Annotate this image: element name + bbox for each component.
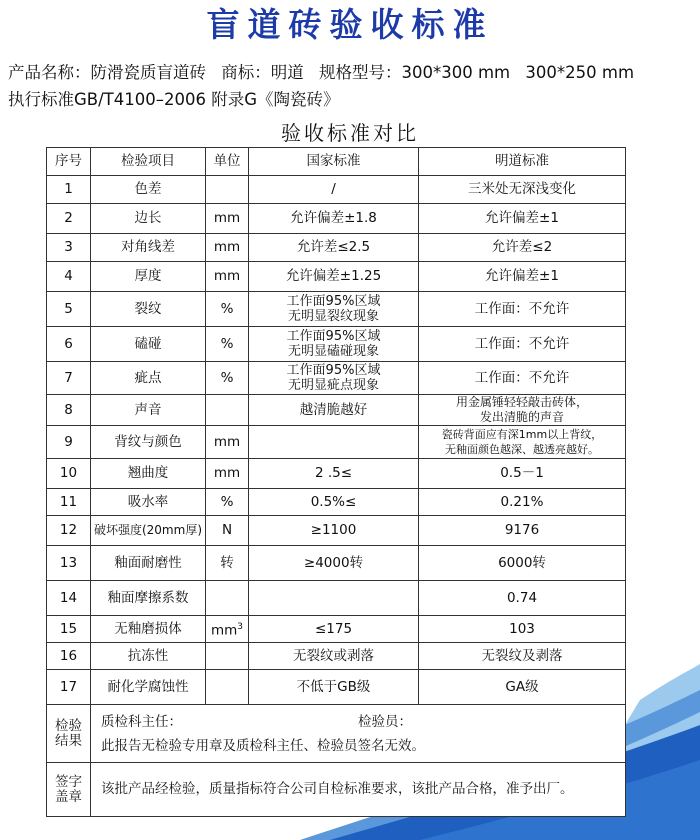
seal-label-line-2: 盖章	[55, 788, 82, 805]
row-mingdao: 无裂纹及剥落	[419, 643, 626, 670]
row-national	[249, 426, 419, 459]
row-national: 允许偏差±1.25	[249, 262, 419, 292]
row-national: ≥1100	[249, 516, 419, 546]
row-national: 2 .5≤	[249, 459, 419, 489]
row-no: 8	[47, 395, 91, 426]
result-content	[91, 705, 626, 763]
row-national	[249, 327, 419, 362]
row-unit: mm	[206, 204, 249, 234]
product-info-line	[8, 62, 634, 84]
table-row	[47, 234, 626, 262]
row-no: 13	[47, 546, 91, 581]
row-no: 16	[47, 643, 91, 670]
standard-line: 执行标准GB/T4100–2006 附录G《陶瓷砖》	[8, 90, 340, 109]
row-national: ≥4000转	[249, 546, 419, 581]
header-mingdao: 明道标准	[419, 148, 626, 176]
row-no: 17	[47, 670, 91, 705]
header-item: 检验项目	[91, 148, 206, 176]
seal-text: 该批产品经检验，质量指标符合公司自检标准要求，该批产品合格，准予出厂。	[91, 763, 626, 817]
row-item: 边长	[91, 204, 206, 234]
qc-director-label: 质检科主任：	[101, 713, 182, 730]
row-unit	[206, 176, 249, 204]
row-item: 色差	[91, 176, 206, 204]
row-national: /	[249, 176, 419, 204]
row-item: 厚度	[91, 262, 206, 292]
row-no: 11	[47, 489, 91, 516]
row-mingdao: 工作面：不允许	[419, 292, 626, 327]
row-item: 裂纹	[91, 292, 206, 327]
row-mingdao: GA级	[419, 670, 626, 705]
table-header-row	[47, 148, 626, 176]
table-row	[47, 581, 626, 616]
table-row	[47, 292, 626, 327]
model-value-1: 300*300 mm	[401, 63, 511, 82]
row-national	[249, 292, 419, 327]
row-unit: %	[206, 292, 249, 327]
row-national: 允许差≤2.5	[249, 234, 419, 262]
mingdao-line-1: 瓷砖背面应有深1mm以上背纹，	[441, 428, 603, 441]
row-no: 7	[47, 362, 91, 395]
national-line-1: 工作面95%区域	[286, 329, 381, 344]
national-line-2: 无明显疵点现象	[287, 378, 379, 393]
row-item: 耐化学腐蚀性	[91, 670, 206, 705]
row-mingdao: 三米处无深浅变化	[419, 176, 626, 204]
row-item: 抗冻性	[91, 643, 206, 670]
national-line-1: 工作面95%区域	[286, 294, 381, 309]
header-no: 序号	[47, 148, 91, 176]
row-unit	[206, 395, 249, 426]
row-unit: %	[206, 327, 249, 362]
national-line-2: 无明显磕碰现象	[287, 344, 379, 359]
row-mingdao: 允许偏差±1	[419, 262, 626, 292]
table-row	[47, 176, 626, 204]
national-line-1: 工作面95%区域	[286, 363, 381, 378]
unit-superscript: 3	[237, 621, 244, 632]
seal-label	[47, 763, 91, 817]
table-title: 验收标准对比	[281, 121, 419, 145]
row-unit: mm	[206, 459, 249, 489]
table-row	[47, 362, 626, 395]
row-no: 6	[47, 327, 91, 362]
row-unit: 转	[206, 546, 249, 581]
row-mingdao: 103	[419, 616, 626, 643]
row-mingdao: 0.5－1	[419, 459, 626, 489]
inspector-label: 检验员：	[358, 713, 412, 730]
row-no: 9	[47, 426, 91, 459]
row-unit: mm	[206, 234, 249, 262]
row-no: 12	[47, 516, 91, 546]
row-item: 破坏强度(20mm厚)	[91, 516, 206, 546]
row-item: 釉面耐磨性	[91, 546, 206, 581]
row-national: 不低于GB级	[249, 670, 419, 705]
row-no: 1	[47, 176, 91, 204]
brand-value: 明道	[270, 63, 304, 82]
header-unit: 单位	[206, 148, 249, 176]
unit-text: mm	[210, 622, 238, 639]
row-national: 允许偏差±1.8	[249, 204, 419, 234]
row-mingdao: 允许偏差±1	[419, 204, 626, 234]
mingdao-line-1: 用金属锤轻轻敲击砖体，	[455, 395, 588, 409]
row-unit	[206, 643, 249, 670]
row-mingdao: 0.74	[419, 581, 626, 616]
table-row	[47, 616, 626, 643]
result-label-line-1: 检验	[55, 717, 82, 734]
row-national	[249, 362, 419, 395]
spec-comparison-table	[46, 147, 626, 817]
row-mingdao: 6000转	[419, 546, 626, 581]
row-mingdao	[419, 395, 626, 426]
row-national: 无裂纹或剥落	[249, 643, 419, 670]
row-mingdao: 允许差≤2	[419, 234, 626, 262]
table-row	[47, 395, 626, 426]
table-row	[47, 204, 626, 234]
row-item: 吸水率	[91, 489, 206, 516]
table-row	[47, 516, 626, 546]
table-row	[47, 327, 626, 362]
page-title: 盲道砖验收标准	[206, 5, 494, 44]
row-national: ≤175	[249, 616, 419, 643]
table-row	[47, 426, 626, 459]
inspection-result-row	[47, 705, 626, 763]
row-mingdao: 工作面：不允许	[419, 362, 626, 395]
row-no: 5	[47, 292, 91, 327]
row-no: 2	[47, 204, 91, 234]
row-national: 越清脆越好	[249, 395, 419, 426]
row-mingdao: 9176	[419, 516, 626, 546]
result-label	[47, 705, 91, 763]
mingdao-line-2: 无釉面颜色越深、越透亮越好。	[445, 443, 599, 456]
table-row	[47, 643, 626, 670]
table-row	[47, 459, 626, 489]
row-item: 无釉磨损体	[91, 616, 206, 643]
row-no: 15	[47, 616, 91, 643]
row-no: 4	[47, 262, 91, 292]
signature-line	[101, 710, 623, 734]
row-item: 磕碰	[91, 327, 206, 362]
row-unit: mm	[206, 426, 249, 459]
row-mingdao: 0.21%	[419, 489, 626, 516]
row-no: 10	[47, 459, 91, 489]
result-note: 此报告无检验专用章及质检科主任、检验员签名无效。	[101, 737, 425, 754]
row-item: 疵点	[91, 362, 206, 395]
row-unit: N	[206, 516, 249, 546]
row-item: 背纹与颜色	[91, 426, 206, 459]
table-row	[47, 546, 626, 581]
table-row	[47, 262, 626, 292]
row-no: 14	[47, 581, 91, 616]
seal-row	[47, 763, 626, 817]
row-item: 釉面摩擦系数	[91, 581, 206, 616]
row-unit	[206, 670, 249, 705]
row-item: 对角线差	[91, 234, 206, 262]
seal-label-line-1: 签字	[55, 773, 82, 790]
product-name-value: 防滑瓷质盲道砖	[90, 63, 206, 82]
row-national	[249, 581, 419, 616]
row-unit: %	[206, 489, 249, 516]
row-unit: mm	[206, 262, 249, 292]
mingdao-line-2: 发出清脆的声音	[479, 410, 564, 424]
row-no: 3	[47, 234, 91, 262]
row-mingdao	[419, 426, 626, 459]
result-label-line-2: 结果	[55, 732, 82, 749]
model-value-2: 300*250 mm	[525, 63, 635, 82]
model-label: 规格型号：	[319, 63, 402, 82]
product-name-label: 产品名称：	[8, 63, 91, 82]
table-row	[47, 489, 626, 516]
row-unit: %	[206, 362, 249, 395]
table-row	[47, 670, 626, 705]
brand-label: 商标：	[221, 63, 271, 82]
header-national: 国家标准	[249, 148, 419, 176]
row-unit	[206, 616, 249, 643]
row-unit	[206, 581, 249, 616]
row-item: 声音	[91, 395, 206, 426]
row-item: 翘曲度	[91, 459, 206, 489]
row-mingdao: 工作面：不允许	[419, 327, 626, 362]
row-national: 0.5%≤	[249, 489, 419, 516]
national-line-2: 无明显裂纹现象	[287, 309, 379, 324]
